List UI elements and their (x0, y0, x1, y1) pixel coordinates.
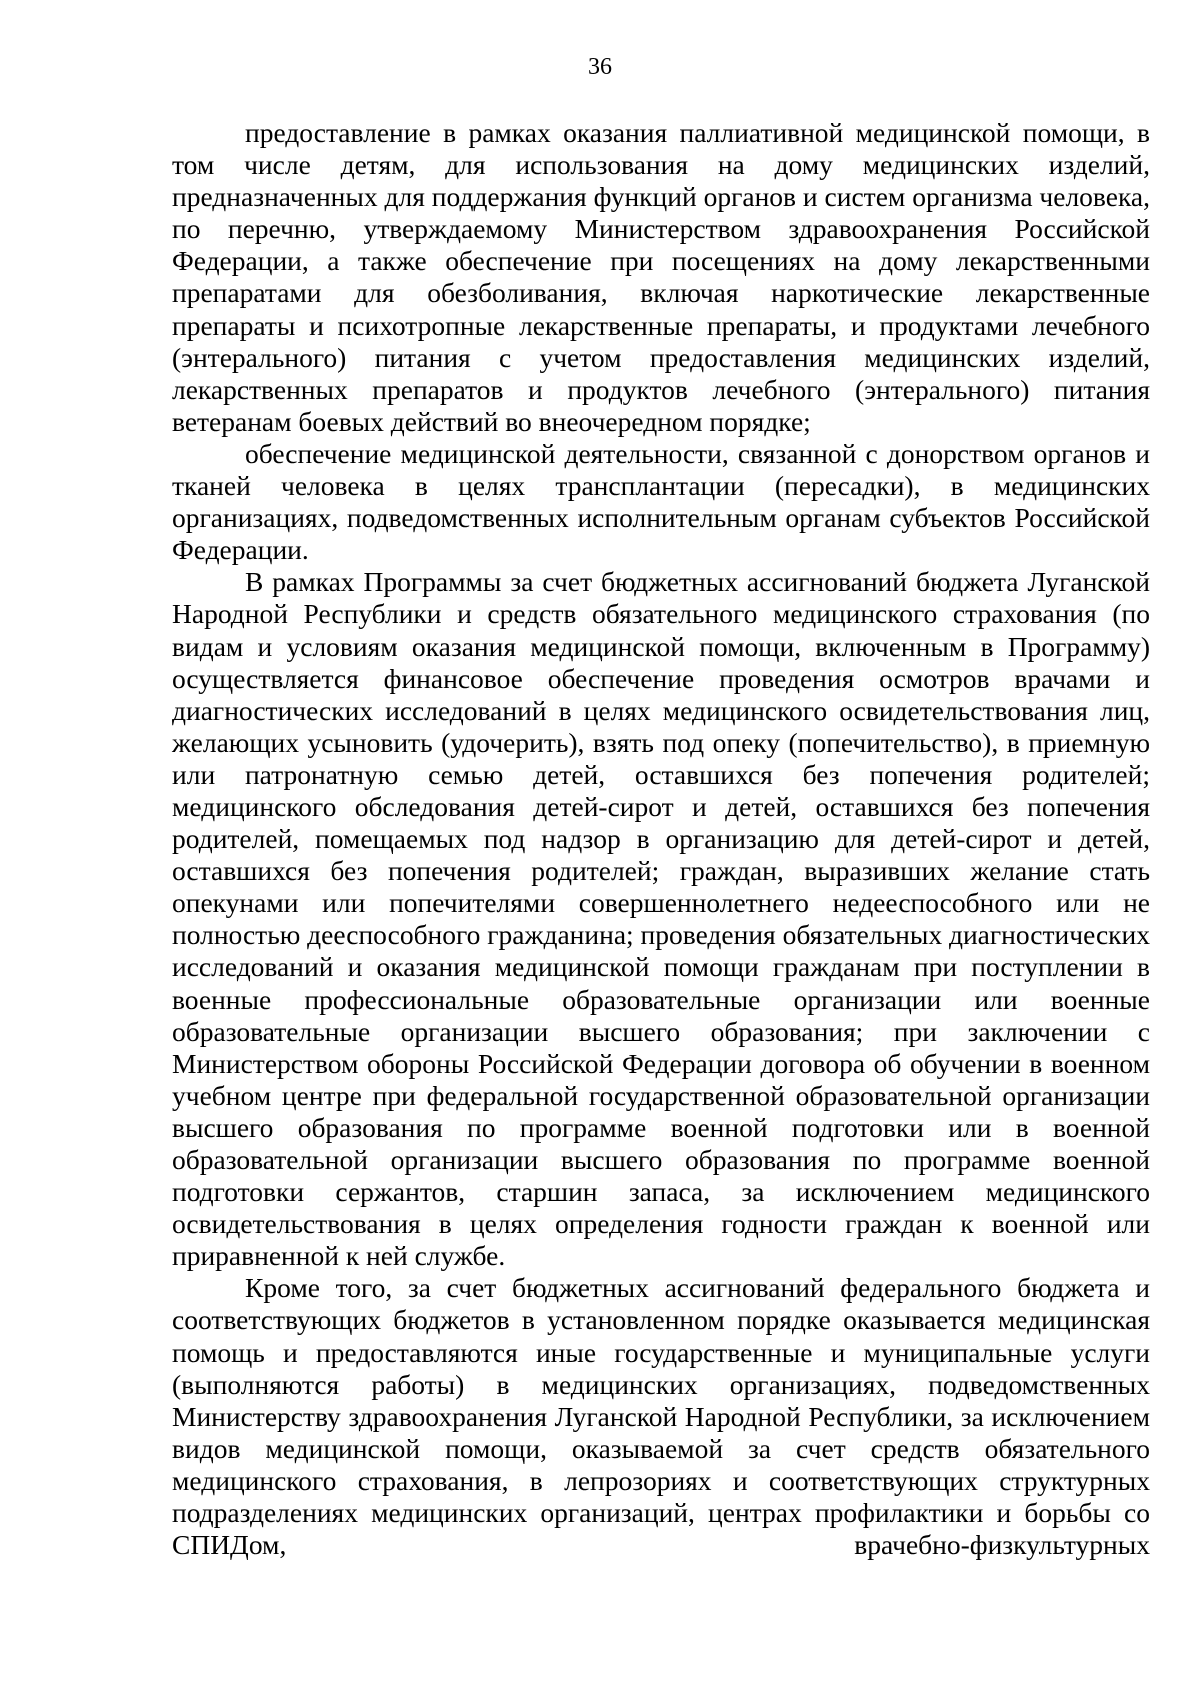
document-body (172, 117, 1150, 1561)
page-number: 36 (588, 54, 612, 80)
paragraph-organ-donation: обеспечение медицинской деятельности, связанной с донорством органов и тканей человека в целях трансплантации (пересадки), в медицинских организациях, подведомственных исполнительным органам субъектов Российской Федерации. (172, 437, 1150, 566)
paragraph-program-financing: В рамках Программы за счет бюджетных ассигнований бюджета Луганской Народной Республики и средств обязательного медицинского страхования (по видам и условиям оказания медицинской помощи, включенным в Программу) осуществляется финансовое обеспечение проведения осмотров врачами и диагностических исследований в целях медицинского освидетельствования лиц, желающих усыновить (удочерить), взять под опеку (попечительство), в приемную или патронатную семью детей, оставшихся без попечения родителей; медицинского обследования детей-сирот и детей, оставшихся без попечения родителей, помещаемых под надзор в организацию для детей-сирот и детей, оставшихся без попечения родителей; граждан, выразивших желание стать опекунами или попечителями совершеннолетнего недееспособного или не полностью дееспособного гражданина; проведения обязательных диагностических исследований и оказания медицинской помощи гражданам при поступлении в военные профессиональные образовательные организации или военные образовательные организации высшего образования; при заключении с Министерством обороны Российской Федерации договора об обучении в военном учебном центре при федеральной государственной образовательной организации высшего образования по программе военной подготовки или в военной образовательной организации высшего образования по программе военной подготовки сержантов, старшин запаса, за исключением медицинского освидетельствования в целях определения годности граждан к военной или приравненной к ней службе. (172, 566, 1150, 1272)
paragraph-palliative-care: предоставление в рамках оказания паллиативной медицинской помощи, в том числе детям, для использования на дому медицинских изделий, предназначенных для поддержания функций органов и систем организма человека, по перечню, утверждаемому Министерством здравоохранения Российской Федерации, а также обеспечение при посещениях на дому лекарственными препаратами для обезболивания, включая наркотические лекарственные препараты и психотропные лекарственные препараты, и продуктами лечебного (энтерального) питания с учетом предоставления медицинских изделий, лекарственных препаратов и продуктов лечебного (энтерального) питания ветеранам боевых действий во внеочередном порядке; (172, 117, 1150, 437)
paragraph-federal-budget: Кроме того, за счет бюджетных ассигнований федерального бюджета и соответствующих бюджетов в установленном порядке оказывается медицинская помощь и предоставляются иные государственные и муниципальные услуги (выполняются работы) в медицинских организациях, подведомственных Министерству здравоохранения Луганской Народной Республики, за исключением видов медицинской помощи, оказываемой за счет средств обязательного медицинского страхования, в лепрозориях и соответствующих структурных подразделениях медицинских организаций, центрах профилактики и борьбы со СПИДом, врачебно-физкультурных (172, 1272, 1150, 1561)
